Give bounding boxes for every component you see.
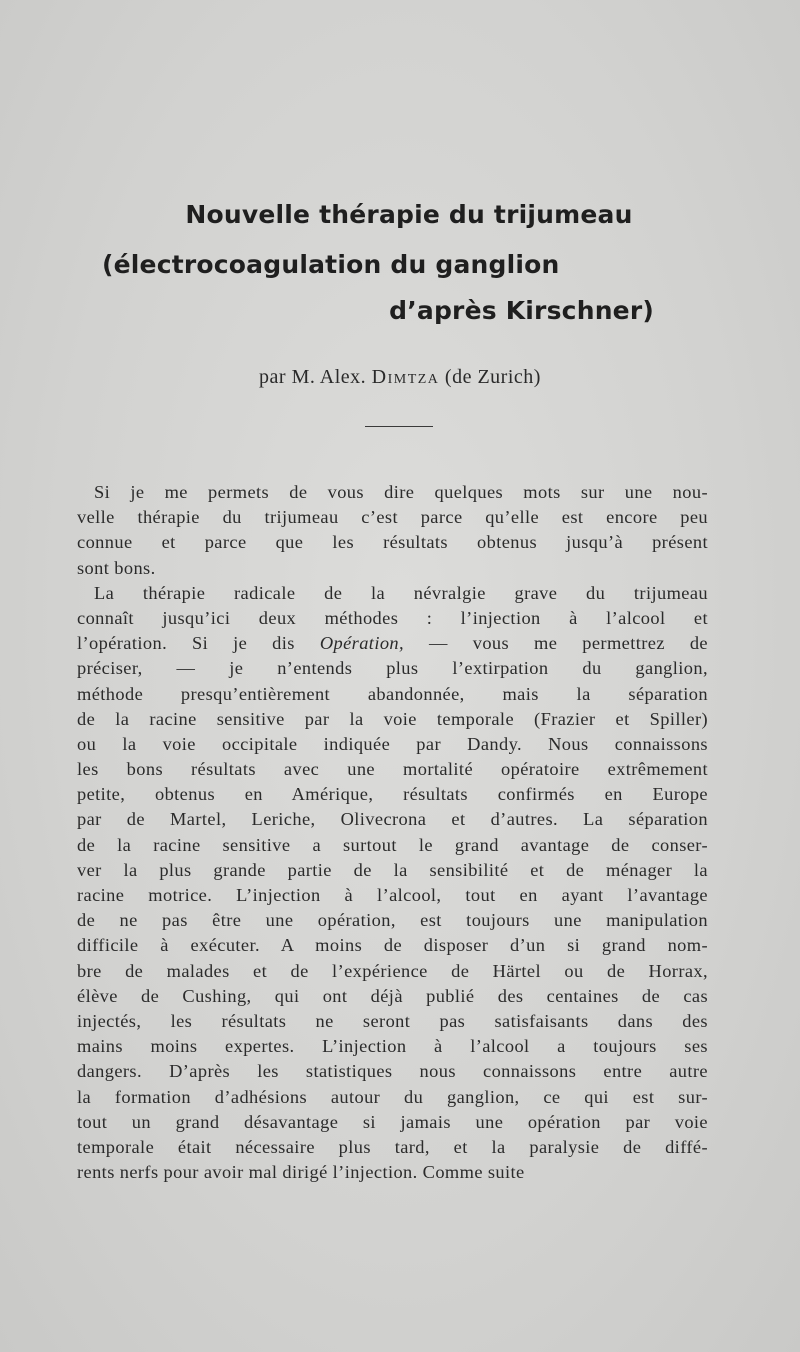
author-name: Dimtza xyxy=(371,366,440,388)
body-line: méthode presqu’entièrement abandonnée, mais la séparation xyxy=(77,683,708,704)
body-line: l’opération. Si je dis Opération, — vous me permettrez de xyxy=(77,633,708,654)
body-line: petite, obtenus en Amérique, résultats confirmés en Europe xyxy=(77,784,708,805)
body-line: tout un grand désavantage si jamais une opération par voie xyxy=(77,1111,708,1132)
body-line: mains moins expertes. L’injection à l’alcool a toujours ses xyxy=(77,1036,708,1057)
body-line: préciser, — je n’entends plus l’extirpation du ganglion, xyxy=(77,658,708,679)
body-line: connue et parce que les résultats obtenus jusqu’à présent xyxy=(77,532,708,553)
body-line: bre de malades et de l’expérience de Härtel ou de Horrax, xyxy=(77,960,708,981)
body-line: la formation d’adhésions autour du ganglion, ce qui est sur- xyxy=(77,1086,708,1107)
body-line: velle thérapie du trijumeau c’est parce qu’elle est encore peu xyxy=(77,507,708,528)
body-line: temporale était nécessaire plus tard, et la paralysie de diffé- xyxy=(77,1136,708,1157)
title-line-3: d’après Kirschner) xyxy=(389,296,654,325)
title-line-1: Nouvelle thérapie du trijumeau xyxy=(185,200,633,229)
italic-word: Opération, xyxy=(319,633,405,654)
body-line: sont bons. xyxy=(77,557,156,578)
byline-affiliation: (de Zurich) xyxy=(439,366,541,388)
byline xyxy=(0,366,800,389)
body-text xyxy=(77,480,708,1185)
body-line: de la racine sensitive par la voie temporale (Frazier et Spiller) xyxy=(77,708,708,729)
body-line: rents nerfs pour avoir mal dirigé l’injection. Comme suite xyxy=(77,1162,525,1183)
byline-prefix: par M. Alex. xyxy=(259,366,372,388)
body-line: dangers. D’après les statistiques nous connaissons entre autre xyxy=(77,1061,708,1082)
body-line: La thérapie radicale de la névralgie grave du trijumeau xyxy=(94,582,708,603)
body-line: connaît jusqu’ici deux méthodes : l’injection à l’alcool et xyxy=(77,607,708,628)
body-line: ou la voie occipitale indiquée par Dandy. Nous connaissons xyxy=(77,733,708,754)
body-line: difficile à exécuter. A moins de disposer d’un si grand nom- xyxy=(77,935,708,956)
body-line: de ne pas être une opération, est toujours une manipulation xyxy=(77,910,708,931)
body-line: élève de Cushing, qui ont déjà publié des centaines de cas xyxy=(77,985,708,1006)
separator-rule xyxy=(365,426,433,427)
body-line: Si je me permets de vous dire quelques mots sur une nou- xyxy=(94,482,708,502)
body-line: racine motrice. L’injection à l’alcool, tout en ayant l’avantage xyxy=(77,885,708,905)
body-line: par de Martel, Leriche, Olivecrona et d’autres. La séparation xyxy=(77,809,708,830)
body-line: de la racine sensitive a surtout le grand avantage de conser- xyxy=(77,834,708,855)
body-line: les bons résultats avec une mortalité opératoire extrêmement xyxy=(77,759,708,780)
body-line: ver la plus grande partie de la sensibilité et de ménager la xyxy=(77,859,708,880)
title-line-2: (électrocoagulation du ganglion xyxy=(102,250,560,279)
body-line: injectés, les résultats ne seront pas satisfaisants dans des xyxy=(77,1010,708,1031)
